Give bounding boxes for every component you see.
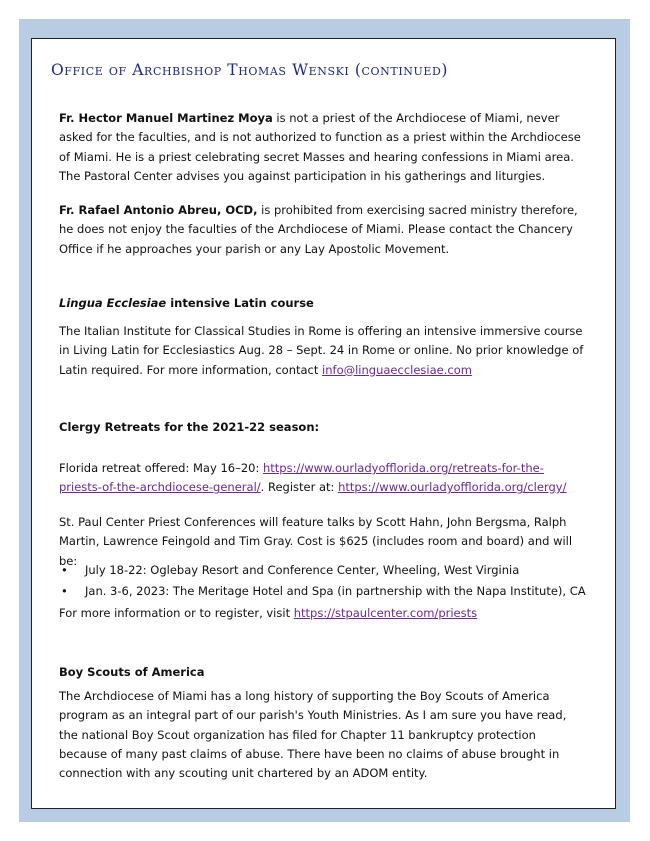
- register-link[interactable]: https://www.ourladyofflorida.org/clergy/: [338, 480, 567, 495]
- moya-notice: [59, 109, 584, 186]
- register-text: . Register at:: [260, 480, 339, 495]
- retreats-heading: Clergy Retreats for the 2021-22 season:: [59, 420, 320, 434]
- latin-text: The Italian Institute for Classical Studies in Rome is offering an intensive immersive course in Living Latin for Ecclesiastics Aug. 28 – Sept. 24 in Rome or online. No prior knowledge of Latin required. For more information, contact: [59, 324, 584, 377]
- latin-heading: [59, 296, 314, 310]
- stpaul-paragraph: St. Paul Center Priest Conferences will feature talks by Scott Hahn, John Bergsma, Ralph Martin, Lawrence Feingold and Tim Gray. Cost is $625 (includes room and board) and will be:: [59, 515, 573, 568]
- latin-email-link[interactable]: info@linguaecclesiae.com: [322, 362, 472, 377]
- stpaul-link[interactable]: https://stpaulcenter.com/priests: [293, 606, 478, 620]
- latin-paragraph: [59, 322, 584, 380]
- abreu-text: is prohibited from exercising sacred ministry therefore, he does not enjoy the faculties of the Archdiocese of Miami. Please contact the Chancery Office if he approaches your parish or any Lay Apostolic Movement.: [59, 203, 578, 256]
- page-title: Office of Archbishop Thomas Wenski (continued): [51, 61, 449, 79]
- florida-retreat-link[interactable]: https://www.ourladyofflorida.org/retreats-for-the-priests-of-the-archdiocese-general/: [59, 461, 544, 495]
- abreu-name: Fr. Rafael Antonio Abreu, OCD,: [59, 203, 258, 217]
- list-item: • Jan. 3-6, 2023: The Meritage Hotel and Spa (in partnership with the Napa Institute), CA: [59, 581, 586, 602]
- more-text: For more information or to register, visit: [59, 606, 294, 620]
- latin-heading-italic: Lingua Ecclesiae: [59, 296, 167, 310]
- conference-list: [59, 560, 586, 602]
- moya-text: is not a priest of the Archdiocese of Miami, never asked for the faculties, and is not authorized to function as a priest within the Archdiocese of Miami. He is a priest celebrating secret Masses and hearing confessions in Miami area. The Pastoral Center advises you against participation in his gatherings and liturgies.: [59, 111, 581, 183]
- moya-name: Fr. Hector Manuel Martinez Moya: [59, 111, 273, 125]
- newsletter-page: [31, 38, 616, 809]
- list-item: • July 18-22: Oglebay Resort and Conference Center, Wheeling, West Virginia: [59, 560, 586, 581]
- florida-retreat: [59, 459, 584, 498]
- scouts-paragraph: The Archdiocese of Miami has a long history of supporting the Boy Scouts of America program as an integral part of our parish's Youth Ministries. As I am sure you have read, the national Boy Scout organization has filed for Chapter 11 bankruptcy protection because of many past claims of abuse. There have been no claims of abuse brought in connection with any scouting unit chartered by an ADOM entity.: [59, 689, 567, 781]
- florida-text: Florida retreat offered: May 16–20:: [59, 461, 263, 475]
- latin-heading-rest: intensive Latin course: [166, 296, 314, 310]
- scouts-heading: Boy Scouts of America: [59, 665, 205, 679]
- more-info: [59, 604, 584, 623]
- abreu-notice: [59, 201, 584, 259]
